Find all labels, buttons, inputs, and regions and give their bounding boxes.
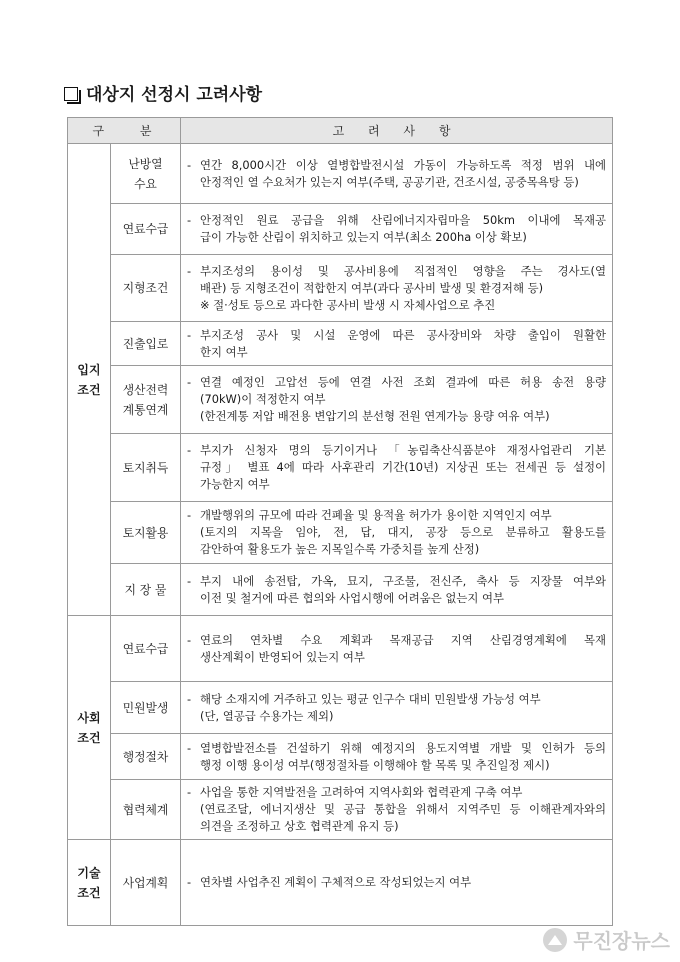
description-line — [187, 476, 606, 493]
watermark-text: 무진장뉴스 — [573, 929, 670, 953]
table-row — [68, 144, 613, 204]
description-line — [187, 507, 606, 524]
category-cell: 입지 조건 — [68, 144, 111, 616]
table-row — [68, 616, 613, 682]
description-note: (토지의 지목을 임야, 전, 답, 대지, 공장 등으로 분류하고 활용도를 — [200, 525, 606, 539]
description-text: 행정 이행 용이성 여부(행정절차를 이행해야 할 목록 및 추진일정 제시) — [200, 757, 550, 772]
description-line — [187, 459, 606, 476]
description-text: 부지 내에 송전탑, 가옥, 묘지, 구조물, 전신주, 축사 등 지장물 여부와 — [200, 573, 606, 588]
bullet-indent — [187, 590, 200, 607]
description-cell — [181, 734, 613, 780]
table-row — [68, 840, 613, 926]
description-text: (70kW)이 적정한지 여부 — [200, 392, 326, 406]
subcategory-cell: 토지활용 — [111, 502, 181, 564]
bullet-indent — [187, 459, 200, 476]
description-text: 열병합발전소를 건설하기 위해 예정지의 용도지역별 개발 및 인허가 등의 — [200, 740, 606, 755]
subcategory-cell: 진출입로 — [111, 322, 181, 366]
table-row — [68, 366, 613, 434]
subcategory-cell: 지형조건 — [111, 255, 181, 322]
considerations-table — [67, 117, 613, 926]
description-line — [187, 374, 606, 391]
description-text: 이전 및 철거에 따른 협의와 사업시행에 어려움은 없는지 여부 — [200, 590, 505, 605]
description-text: 안정적인 원료 공급을 위해 산림에너지자립마을 50km 이내에 목재공 — [200, 213, 606, 227]
bullet-indent — [187, 174, 200, 191]
description-line — [187, 649, 606, 666]
subcategory-cell: 행정절차 — [111, 734, 181, 780]
table-row — [68, 434, 613, 502]
description-line — [187, 784, 606, 801]
description-cell — [181, 144, 613, 204]
bullet-indent — [187, 344, 200, 361]
table-row — [68, 780, 613, 840]
subcategory-cell: 생산전력 계통연계 — [111, 366, 181, 434]
bullet-indent — [187, 757, 200, 774]
bullet-dash: - — [187, 327, 192, 342]
bullet-indent — [187, 476, 200, 493]
table-row — [68, 322, 613, 366]
table-row — [68, 502, 613, 564]
description-text: 부지조성 공사 및 시설 운영에 따른 공사장비와 차량 출입이 원활한 — [200, 327, 606, 342]
bullet-indent — [187, 649, 200, 666]
description-note: ※ 절·성토 등으로 과다한 공사비 발생 시 자체사업으로 추진 — [200, 297, 496, 312]
bullet-dash: - — [187, 875, 192, 889]
table-row — [68, 682, 613, 734]
description-text: 해당 소재지에 거주하고 있는 평균 인구수 대비 민원발생 가능성 여부 — [200, 691, 541, 706]
description-line — [187, 757, 606, 774]
description-cell — [181, 366, 613, 434]
description-text: 사업을 통한 지역발전을 고려하여 지역사회와 협력관계 구축 여부 — [200, 785, 523, 799]
subcategory-cell: 민원발생 — [111, 682, 181, 734]
bullet-dash: - — [187, 508, 192, 522]
header-considerations: 고 려 사 항 — [181, 118, 613, 144]
bullet-indent — [187, 391, 200, 408]
description-cell — [181, 840, 613, 926]
description-text: 연결 예정인 고압선 등에 연결 사전 조회 결과에 따른 허용 송전 용량 — [200, 375, 606, 389]
table-row — [68, 255, 613, 322]
header-category: 구 분 — [68, 118, 181, 144]
description-line — [187, 590, 606, 607]
description-note: 감안하여 활용도가 높은 지목일수록 가중치를 높게 산정) — [200, 542, 480, 556]
heading-text: 대상지 선정시 고려사항 — [86, 85, 263, 105]
description-line — [187, 327, 606, 344]
subcategory-cell: 지 장 물 — [111, 564, 181, 616]
description-text: 규정」 별표 4에 따라 사후관리 기간(10년) 지상권 또는 전세권 등 설정이 — [200, 460, 606, 474]
bullet-indent — [187, 229, 200, 246]
description-cell — [181, 682, 613, 734]
description-line — [187, 691, 606, 708]
subcategory-cell: 협력체계 — [111, 780, 181, 840]
description-text: 연간 8,000시간 이상 열병합발전시설 가동이 가능하도록 적정 범위 내에 — [200, 157, 606, 172]
subcategory-cell: 토지취득 — [111, 434, 181, 502]
subcategory-cell: 연료수급 — [111, 616, 181, 682]
description-text: 배관) 등 지형조건이 적합한지 여부(과다 공사비 발생 및 환경저해 등) — [200, 280, 544, 295]
table-row — [68, 204, 613, 255]
table-row — [68, 564, 613, 616]
description-line — [187, 344, 606, 361]
bullet-dash: - — [187, 157, 192, 172]
description-line — [187, 174, 606, 191]
description-text: 연료의 연차별 수요 계획과 목재공급 지역 산림경영계획에 목재 — [200, 632, 606, 647]
bullet-dash: - — [187, 375, 192, 389]
description-text: 연차별 사업추진 계획이 구체적으로 작성되었는지 여부 — [200, 875, 472, 889]
description-line — [187, 280, 606, 297]
description-line — [187, 391, 606, 408]
description-cell — [181, 434, 613, 502]
description-cell — [181, 255, 613, 322]
subcategory-cell: 연료수급 — [111, 204, 181, 255]
checkbox-square-icon — [64, 87, 78, 101]
description-text: 가능한지 여부 — [200, 477, 270, 491]
description-text: 부지조성의 용이성 및 공사비용에 직접적인 영향을 주는 경사도(열 — [200, 263, 606, 278]
category-cell: 기술 조건 — [68, 840, 111, 926]
description-note: 의견을 조정하고 상호 협력관계 유지 등) — [200, 819, 399, 833]
description-note: (연료조달, 에너지생산 및 공급 통합을 위해서 지역주민 등 이해관계자와의 — [200, 802, 606, 816]
description-line — [187, 874, 606, 891]
description-text: 개발행위의 규모에 따라 건폐율 및 용적율 허가가 용이한 지역인지 여부 — [200, 508, 552, 522]
subcategory-cell: 사업계획 — [111, 840, 181, 926]
description-line — [187, 442, 606, 459]
watermark — [543, 925, 670, 954]
bullet-dash: - — [187, 632, 192, 647]
bullet-dash: - — [187, 740, 192, 755]
description-cell — [181, 616, 613, 682]
table-body — [68, 144, 613, 926]
description-line — [187, 157, 606, 174]
subcategory-cell: 난방열 수요 — [111, 144, 181, 204]
description-line — [187, 229, 606, 246]
description-note: (한전계통 저압 배전용 변압기의 분선형 전원 연계가능 용량 여유 여부) — [200, 409, 550, 423]
bullet-dash: - — [187, 785, 192, 799]
description-text: 생산계획이 반영되어 있는지 여부 — [200, 649, 365, 664]
watermark-logo-icon — [543, 928, 567, 952]
category-cell: 사회 조건 — [68, 616, 111, 840]
bullet-dash: - — [187, 691, 192, 706]
description-cell — [181, 322, 613, 366]
description-note: (단, 열공급 수용가는 제외) — [200, 708, 334, 723]
bullet-dash: - — [187, 213, 192, 227]
description-text: 부지가 신청자 명의 등기이거나 「농림축산식품분야 재정사업관리 기본 — [200, 443, 606, 457]
description-line — [187, 212, 606, 229]
description-text: 급이 가능한 산림이 위치하고 있는지 여부(최소 200ha 이상 확보) — [200, 230, 527, 244]
description-line — [187, 573, 606, 590]
table-header-row — [68, 118, 613, 144]
description-text: 안정적인 열 수요처가 있는지 여부(주택, 공공기관, 건조시설, 공중목욕탕 등) — [200, 174, 579, 189]
bullet-dash: - — [187, 573, 192, 588]
bullet-dash: - — [187, 263, 192, 278]
description-line — [187, 632, 606, 649]
description-line — [187, 263, 606, 280]
description-cell — [181, 502, 613, 564]
section-heading — [64, 80, 262, 105]
bullet-dash: - — [187, 443, 192, 457]
description-text: 한지 여부 — [200, 344, 248, 359]
description-cell — [181, 780, 613, 840]
description-line — [187, 740, 606, 757]
description-cell — [181, 204, 613, 255]
table-row — [68, 734, 613, 780]
description-cell — [181, 564, 613, 616]
bullet-indent — [187, 280, 200, 297]
